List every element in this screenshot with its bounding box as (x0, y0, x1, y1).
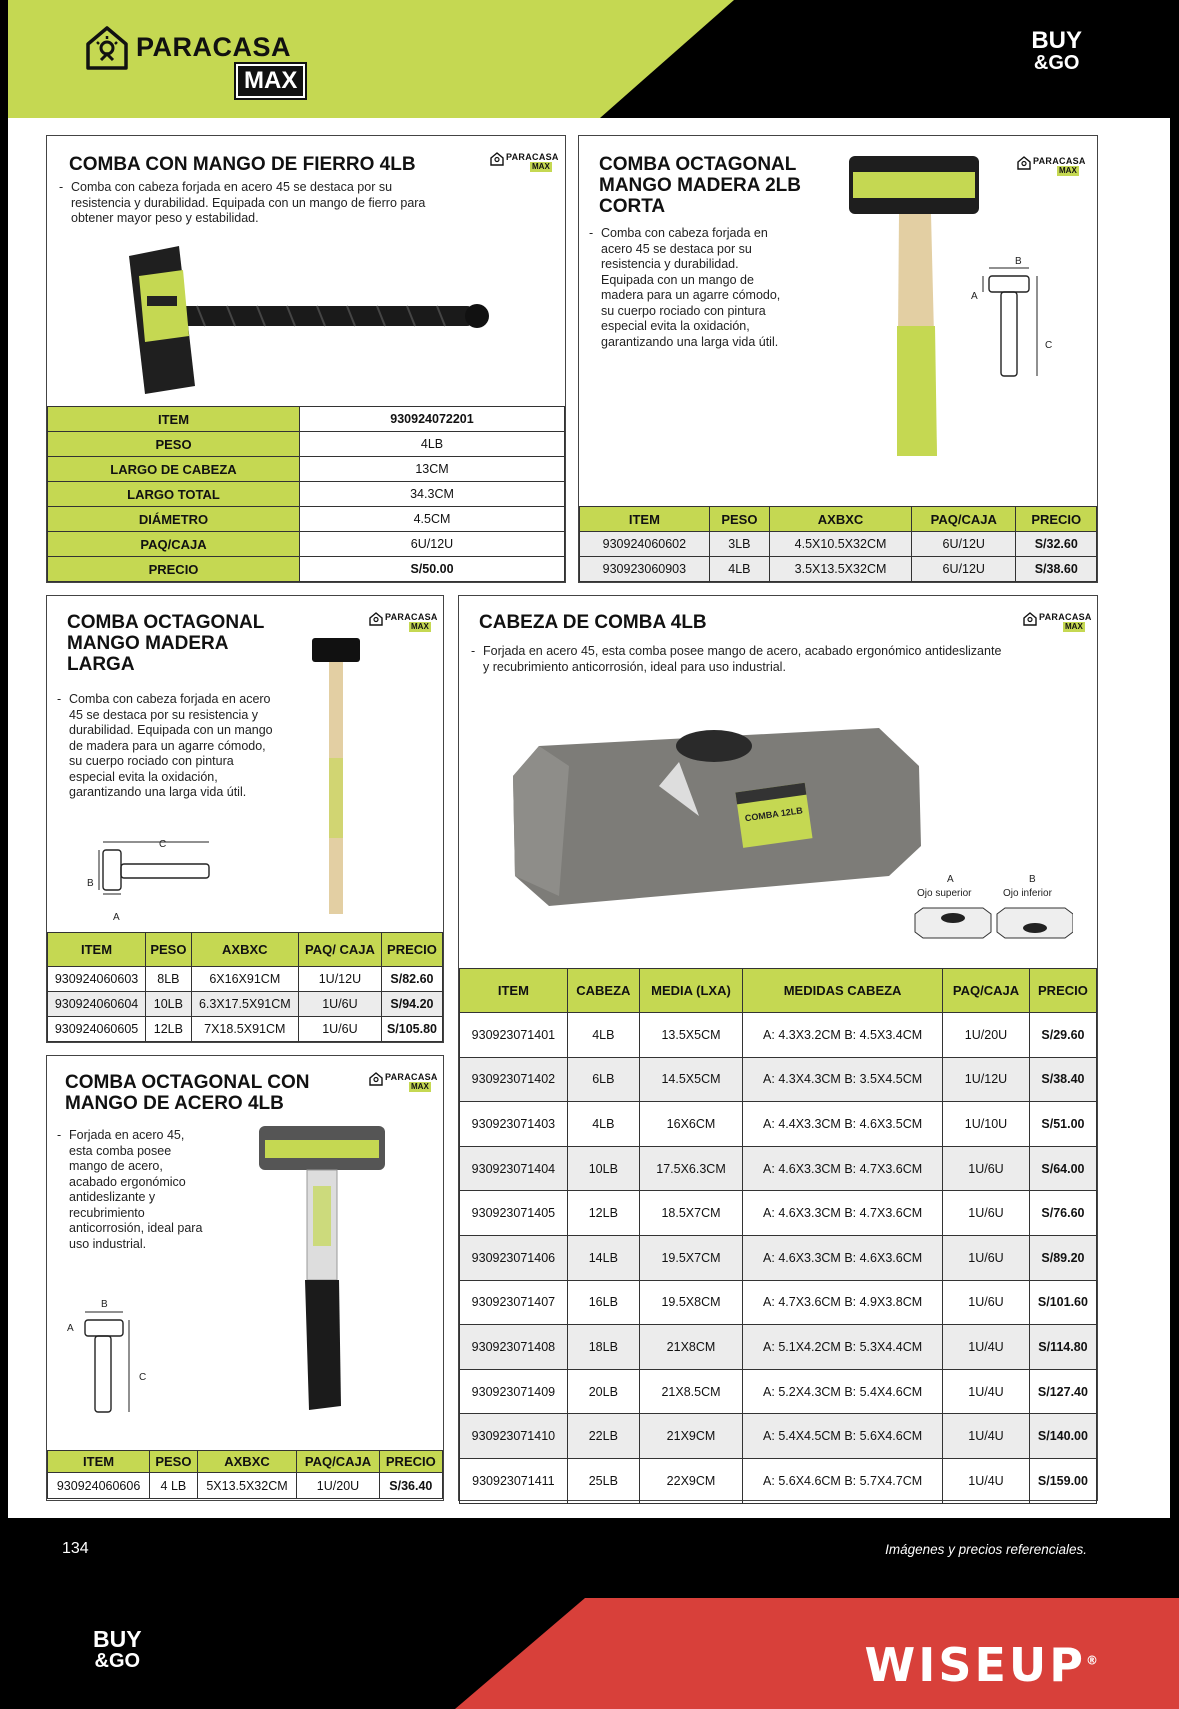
buy-and-go-logo (1031, 27, 1082, 74)
spec-label: ITEM (48, 407, 300, 432)
column-header: PAQ/CAJA (912, 507, 1016, 532)
spec-table (47, 406, 565, 582)
column-header: PAQ/CAJA (297, 1451, 379, 1473)
table-cell: A: 5.2X4.3CM B: 5.4X4.6CM (743, 1369, 943, 1414)
spec-value: 4.5CM (300, 507, 565, 532)
table-cell: S/29.60 (1029, 1013, 1096, 1058)
table-cell: S/51.00 (1029, 1102, 1096, 1147)
page-number: 134 (62, 1540, 89, 1557)
table-cell: A: 4.6X3.3CM B: 4.7X3.6CM (743, 1191, 943, 1236)
table-cell: 13.5X5CM (639, 1013, 742, 1058)
dim-label-b: B (87, 878, 94, 889)
table-row (460, 1414, 1097, 1459)
catalog-page (8, 0, 1170, 1518)
spec-label: LARGO TOTAL (48, 482, 300, 507)
dim-label-a: A (947, 874, 954, 885)
table-cell: S/114.80 (1029, 1325, 1096, 1370)
spec-label: DIÁMETRO (48, 507, 300, 532)
column-header: CABEZA (567, 969, 639, 1013)
column-header: PAQ/ CAJA (298, 933, 381, 967)
spec-row (48, 432, 565, 457)
table-row (48, 1017, 443, 1042)
table-cell: 20LB (567, 1369, 639, 1414)
spec-value: 930924072201 (300, 407, 565, 432)
table-cell: S/127.40 (1029, 1369, 1096, 1414)
dim-label-b: B (101, 1299, 108, 1310)
product-card-octagonal-larga (46, 595, 444, 1043)
dim-label-b-text: Ojo inferior (1003, 888, 1052, 899)
brand-name: PARACASA (136, 32, 292, 62)
table-cell: 18.5X7CM (639, 1191, 742, 1236)
house-mini-icon (1023, 612, 1037, 626)
table-cell: 930923071403 (460, 1102, 568, 1147)
column-header: PRECIO (381, 933, 442, 967)
product-description: - Forjada en acero 45, esta comba posee mango de acero, acabado ergonómico antideslizante y recubrimiento anticorrosión, ideal para uso industrial. (471, 644, 1011, 675)
dim-label-c: C (159, 839, 167, 850)
paracasa-mini-logo: PARACASA MAX (369, 1072, 433, 1094)
table-row (580, 557, 1097, 582)
table-cell: 10LB (146, 992, 192, 1017)
table-cell: 6.3X17.5X91CM (191, 992, 298, 1017)
product-title: COMBA OCTAGONAL CON MANGO DE ACERO 4LB (65, 1072, 310, 1114)
table-row (460, 1102, 1097, 1147)
table-cell: 930923060903 (580, 557, 710, 582)
table-cell: 17.5X6.3CM (639, 1146, 742, 1191)
table-cell: A: 4.7X3.6CM B: 4.9X3.8CM (743, 1280, 943, 1325)
table-cell: 930924060604 (48, 992, 146, 1017)
dimension-diagram (979, 256, 1059, 386)
spec-row (48, 507, 565, 532)
column-header: PESO (709, 507, 769, 532)
spec-label: PRECIO (48, 557, 300, 582)
head-label-text: COMBA 12LB (744, 805, 804, 824)
dim-label-c: C (1045, 340, 1053, 351)
table-cell: 4LB (567, 1013, 639, 1058)
table-cell: 1U/12U (943, 1057, 1030, 1102)
paracasa-mini-logo: PARACASA MAX (369, 612, 433, 634)
table-cell: 16LB (567, 1280, 639, 1325)
table-cell: A: 5.4X4.5CM B: 5.6X4.6CM (743, 1414, 943, 1459)
table-cell: 1U/10U (943, 1102, 1030, 1147)
table-row (580, 532, 1097, 557)
product-description: - Comba con cabeza forjada en acero 45 se destaca por su resistencia y durabilidad. Equipada con un mango de madera para un agarre cómodo, su cuerpo rociado con pintura especial evita la oxidación, garantizando una larga vida útil. (57, 692, 277, 801)
table-row (460, 1146, 1097, 1191)
table-cell: 19.5X7CM (639, 1235, 742, 1280)
table-row (460, 1013, 1097, 1058)
table-cell: 930923071401 (460, 1013, 568, 1058)
table-cell: A: 4.6X3.3CM B: 4.7X3.6CM (743, 1146, 943, 1191)
table-cell: 1U/4U (943, 1325, 1030, 1370)
paracasa-mini-logo: PARACASA MAX (1017, 156, 1081, 178)
table-cell: S/105.80 (381, 1017, 442, 1042)
table-row (48, 1473, 443, 1499)
table-cell: 6U/12U (912, 532, 1016, 557)
page-header (8, 0, 1170, 118)
table-cell: 930923071405 (460, 1191, 568, 1236)
table-row (460, 1369, 1097, 1414)
table-cell: S/76.60 (1029, 1191, 1096, 1236)
table-cell: A: 4.4X3.3CM B: 4.6X3.5CM (743, 1102, 943, 1147)
table-cell: 930924060602 (580, 532, 710, 557)
dimension-diagram (97, 836, 217, 896)
table-cell: 22X9CM (639, 1458, 742, 1503)
brand-sub: MAX (236, 64, 305, 98)
house-mini-icon (369, 612, 383, 626)
table-cell: 16X6CM (639, 1102, 742, 1147)
house-mini-icon (490, 152, 504, 166)
dim-label-c: C (139, 1372, 147, 1383)
table-cell: 1U/20U (943, 1013, 1030, 1058)
table-cell: 930923071411 (460, 1458, 568, 1503)
table-cell: 22LB (567, 1414, 639, 1459)
table-cell: 14.5X5CM (639, 1057, 742, 1102)
spec-label: LARGO DE CABEZA (48, 457, 300, 482)
hammer-head-image (509, 706, 929, 906)
product-card-octagonal-2lb (578, 135, 1098, 583)
house-mini-icon (369, 1072, 383, 1086)
table-cell: 21X8CM (639, 1325, 742, 1370)
table-cell: 1U/20U (297, 1473, 379, 1499)
dim-label-b: B (1015, 256, 1022, 267)
table-cell: A: 4.3X3.2CM B: 4.5X3.4CM (743, 1013, 943, 1058)
table-cell: S/140.00 (1029, 1414, 1096, 1459)
product-card-cabeza-comba (458, 595, 1098, 1501)
table-cell: S/101.60 (1029, 1280, 1096, 1325)
table-row (460, 1458, 1097, 1503)
table-cell: S/32.60 (1016, 532, 1097, 557)
dim-label-b: B (1029, 874, 1036, 885)
table-cell: 930924060603 (48, 967, 146, 992)
table-cell: 19.5X8CM (639, 1280, 742, 1325)
spec-value: 6U/12U (300, 532, 565, 557)
table-cell: 1U/4U (943, 1414, 1030, 1459)
spec-row (48, 532, 565, 557)
table-cell: S/94.20 (381, 992, 442, 1017)
table-cell: 4.5X10.5X32CM (770, 532, 912, 557)
table-cell: 1U/6U (943, 1191, 1030, 1236)
table-row (48, 992, 443, 1017)
spec-value: 34.3CM (300, 482, 565, 507)
table-cell: 930923071410 (460, 1414, 568, 1459)
table-cell: 8LB (146, 967, 192, 992)
product-card-octagonal-acero (46, 1055, 444, 1501)
table-cell: 4LB (567, 1102, 639, 1147)
table-cell: 1U/4U (943, 1369, 1030, 1414)
eye-diagram (913, 906, 1073, 940)
spec-value: S/50.00 (300, 557, 565, 582)
spec-row (48, 457, 565, 482)
table-cell: 930923071408 (460, 1325, 568, 1370)
spec-row (48, 557, 565, 582)
dimension-diagram (77, 1306, 157, 1416)
spec-label: PAQ/CAJA (48, 532, 300, 557)
table-row (460, 1280, 1097, 1325)
spec-value: 13CM (300, 457, 565, 482)
table-cell: A: 5.1X4.2CM B: 5.3X4.4CM (743, 1325, 943, 1370)
column-header: AXBXC (770, 507, 912, 532)
price-disclaimer: Imágenes y precios referenciales. (885, 1542, 1087, 1557)
column-header: PESO (150, 1451, 198, 1473)
product-title: COMBA OCTAGONAL MANGO MADERA LARGA (67, 612, 265, 675)
table-cell: S/159.00 (1029, 1458, 1096, 1503)
product-title: COMBA OCTAGONAL MANGO MADERA 2LB CORTA (599, 154, 801, 217)
table-cell: 930924060606 (48, 1473, 150, 1499)
table-cell: 1U/12U (298, 967, 381, 992)
table-cell: 930923071407 (460, 1280, 568, 1325)
table-cell: 930923071409 (460, 1369, 568, 1414)
table-cell: 18LB (567, 1325, 639, 1370)
column-header: AXBXC (191, 933, 298, 967)
table-cell: 3LB (709, 532, 769, 557)
buy-text: BUY (1031, 27, 1082, 54)
paracasa-max-logo (76, 22, 316, 98)
hammer-wood-long-image (307, 638, 367, 918)
table-cell: 4LB (709, 557, 769, 582)
table-cell: 1U/6U (943, 1146, 1030, 1191)
table-cell: 7X18.5X91CM (191, 1017, 298, 1042)
paracasa-mini-logo: PARACASA MAX (490, 152, 554, 174)
spec-label: PESO (48, 432, 300, 457)
column-header: PRECIO (1029, 969, 1096, 1013)
table-cell: 1U/6U (943, 1280, 1030, 1325)
column-header: AXBXC (197, 1451, 297, 1473)
table-cell: 12LB (146, 1017, 192, 1042)
table-cell: 21X9CM (639, 1414, 742, 1459)
house-logo-icon (84, 24, 130, 72)
product-title: CABEZA DE COMBA 4LB (479, 612, 707, 633)
table-cell: S/89.20 (1029, 1235, 1096, 1280)
product-description: - Comba con cabeza forjada en acero 45 se destaca por su resistencia y durabilidad. Equipada con un mango de madera para un agarre cómodo, su cuerpo rociado con pintura especial evita la oxidación, garantizando una larga vida útil. (589, 226, 789, 350)
buy-and-go-footer-logo: BUY &GO (93, 1626, 142, 1672)
hammer-wood-short-image (839, 156, 989, 466)
table-cell: 1U/6U (298, 992, 381, 1017)
table-cell: 3.5X13.5X32CM (770, 557, 912, 582)
table-row (460, 1235, 1097, 1280)
table-row (48, 967, 443, 992)
product-table (579, 506, 1097, 582)
hammer-steel-handle-image (257, 1126, 387, 1416)
table-cell: 14LB (567, 1235, 639, 1280)
table-row (460, 1191, 1097, 1236)
column-header: PRECIO (379, 1451, 442, 1473)
column-header: ITEM (580, 507, 710, 532)
dim-label-a: A (113, 912, 120, 923)
column-header: MEDIA (LXA) (639, 969, 742, 1013)
table-cell: 1U/6U (943, 1235, 1030, 1280)
wiseup-logo: WISEUP® (864, 1638, 1101, 1692)
table-cell: A: 5.6X4.6CM B: 5.7X4.7CM (743, 1458, 943, 1503)
product-table (47, 1450, 443, 1499)
table-cell: 930923071406 (460, 1235, 568, 1280)
product-table (459, 968, 1097, 1504)
table-cell: S/38.40 (1029, 1057, 1096, 1102)
table-cell: 930923071402 (460, 1057, 568, 1102)
product-description: - Comba con cabeza forjada en acero 45 se destaca por su resistencia y durabilidad. Equipada con un mango de fierro para obtener mayor peso y estabilidad. (59, 180, 439, 227)
table-cell: 5X13.5X32CM (197, 1473, 297, 1499)
table-cell: 25LB (567, 1458, 639, 1503)
column-header: MEDIDAS CABEZA (743, 969, 943, 1013)
column-header: ITEM (48, 933, 146, 967)
table-cell: S/38.60 (1016, 557, 1097, 582)
dim-label-a-text: Ojo superior (917, 888, 972, 899)
spec-row (48, 407, 565, 432)
table-cell: 10LB (567, 1146, 639, 1191)
house-mini-icon (1017, 156, 1031, 170)
table-cell: S/64.00 (1029, 1146, 1096, 1191)
spec-row (48, 482, 565, 507)
column-header: ITEM (48, 1451, 150, 1473)
spec-value: 4LB (300, 432, 565, 457)
product-card-comba-fierro (46, 135, 566, 583)
table-cell: A: 4.3X4.3CM B: 3.5X4.5CM (743, 1057, 943, 1102)
column-header: PESO (146, 933, 192, 967)
table-cell: 6U/12U (912, 557, 1016, 582)
product-description: - Forjada en acero 45, esta comba posee mango de acero, acabado ergonómico antideslizante y recubrimiento anticorrosión, ideal para uso industrial. (57, 1128, 207, 1252)
table-cell: 930924060605 (48, 1017, 146, 1042)
product-title: COMBA CON MANGO DE FIERRO 4LB (69, 154, 416, 175)
table-cell: 6X16X91CM (191, 967, 298, 992)
table-cell: S/82.60 (381, 967, 442, 992)
hammer-iron-handle-image (117, 236, 497, 396)
product-table (47, 932, 443, 1042)
table-cell: A: 4.6X3.3CM B: 4.6X3.6CM (743, 1235, 943, 1280)
table-row (460, 1057, 1097, 1102)
table-cell: 930923071404 (460, 1146, 568, 1191)
table-cell: 21X8.5CM (639, 1369, 742, 1414)
column-header: ITEM (460, 969, 568, 1013)
dim-label-a: A (67, 1323, 74, 1334)
table-cell: 4 LB (150, 1473, 198, 1499)
table-cell: 1U/6U (298, 1017, 381, 1042)
column-header: PAQ/CAJA (943, 969, 1030, 1013)
table-cell: S/36.40 (379, 1473, 442, 1499)
table-cell: 6LB (567, 1057, 639, 1102)
dim-label-a: A (971, 291, 978, 302)
table-cell: 12LB (567, 1191, 639, 1236)
go-text: &GO (1033, 52, 1080, 74)
paracasa-mini-logo: PARACASA MAX (1023, 612, 1087, 634)
table-row (460, 1325, 1097, 1370)
column-header: PRECIO (1016, 507, 1097, 532)
table-cell: 1U/4U (943, 1458, 1030, 1503)
